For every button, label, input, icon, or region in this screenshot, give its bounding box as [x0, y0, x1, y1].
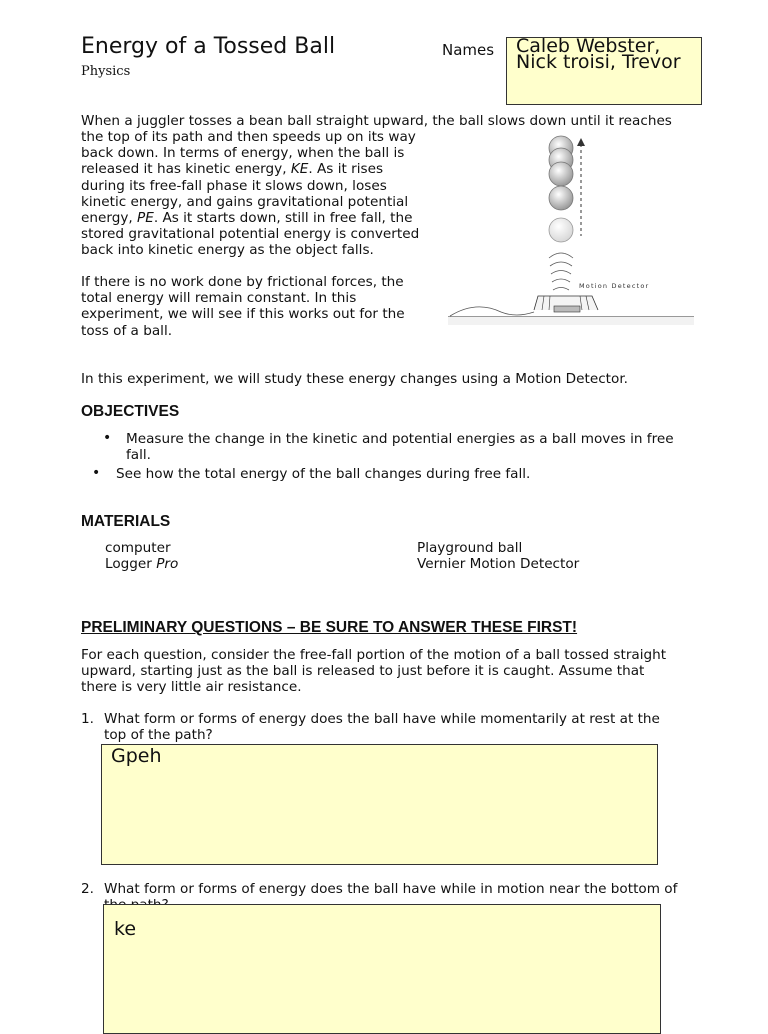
subject-label: Physics	[81, 64, 131, 79]
answer-value: ke	[114, 918, 137, 940]
question-text: What form or forms of energy does the ball have while momentarily at rest at the top of the path?	[104, 711, 660, 744]
question-number: 1.	[81, 711, 94, 727]
tossed-ball-figure	[446, 132, 696, 328]
material-item: computer	[105, 540, 171, 556]
pe-term: PE	[137, 210, 154, 227]
detector-label: Motion Detector	[579, 282, 650, 290]
objective-item: Measure the change in the kinetic and potential energies as a ball moves in free fall.	[126, 431, 674, 464]
intro-text-b: . As it rises during its free-fall phase it slows down, loses kinetic energy, and gains gravitational potential energy,	[81, 161, 409, 227]
answer-field-1[interactable]	[101, 744, 658, 865]
intro-paragraph-3: In this experiment, we will study these energy changes using a Motion Detector.	[81, 371, 628, 387]
cable	[450, 307, 534, 316]
intro-paragraph-1-first-line: When a juggler tosses a bean ball straight upward, the ball slows down until it reaches	[81, 113, 672, 129]
material-item	[105, 556, 178, 572]
motion-arrow	[577, 138, 585, 236]
intro-paragraph-1-rest	[81, 129, 431, 259]
question-number: 2.	[81, 881, 94, 897]
answer-value: Gpeh	[111, 745, 162, 767]
intro-text-c: . As it starts down, still in free fall, the stored gravitational potential energy is converted back into kinetic energy as the object falls.	[81, 210, 420, 259]
material-item: Vernier Motion Detector	[417, 556, 580, 572]
ke-term: KE	[290, 161, 309, 178]
names-label: Names	[442, 41, 495, 59]
preliminary-intro: For each question, consider the free-fall portion of the motion of a ball tossed straight upward, starting just as the ball is released to just before it is caught. Assume that there is very little air resistance.	[81, 647, 667, 696]
sound-waves	[549, 253, 573, 290]
page-title: Energy of a Tossed Ball	[81, 34, 336, 59]
bullet-icon: •	[92, 465, 101, 481]
motion-detector	[534, 296, 598, 312]
material-item: Playground ball	[417, 540, 523, 556]
ball-stack	[549, 136, 573, 242]
intro-text-a: the top of its path and then speeds up on its way back down. In terms of energy, when the ball is released it has kinetic energy,	[81, 129, 416, 178]
material-pro: Pro	[156, 556, 179, 572]
preliminary-heading: PRELIMINARY QUESTIONS – BE SURE TO ANSWER THESE FIRST!	[81, 619, 578, 636]
question-text: What form or forms of energy does the ball have while in motion near the bottom of	[104, 881, 678, 897]
intro-paragraph-2: If there is no work done by frictional forces, the total energy will remain constant. In this experiment, we will see if this works out for the toss of a ball.	[81, 274, 405, 339]
names-value: Caleb Webster, Nick troisi, Trevor	[516, 37, 681, 73]
objective-item: See how the total energy of the ball changes during free fall.	[116, 466, 531, 482]
objectives-heading: OBJECTIVES	[81, 403, 180, 420]
material-logger: Logger	[105, 556, 157, 572]
bullet-icon: •	[103, 430, 112, 446]
names-field[interactable]	[506, 37, 702, 105]
floor	[448, 317, 694, 325]
materials-heading: MATERIALS	[81, 513, 171, 530]
answer-field-2[interactable]	[103, 904, 661, 1034]
